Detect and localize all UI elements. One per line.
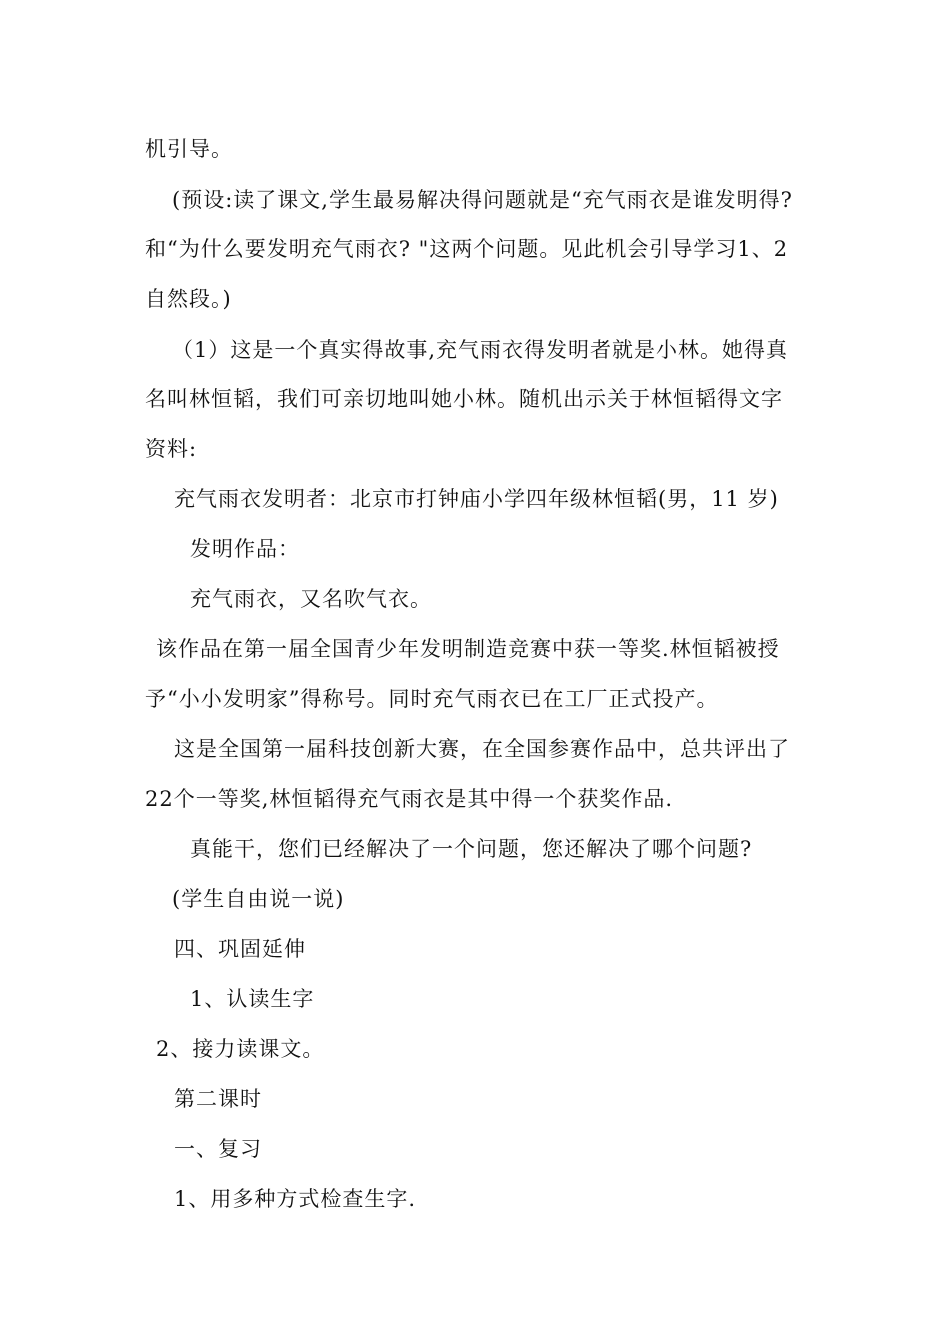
text-line: 自然段。) <box>145 287 232 311</box>
text-line: (学生自由说一说) <box>172 887 345 911</box>
section-heading: 一、复习 <box>174 1137 262 1161</box>
text-line: 机引导。 <box>145 137 233 161</box>
text-line: 22个一等奖,林恒韬得充气雨衣是其中得一个获奖作品. <box>145 787 674 811</box>
section-heading: 第二课时 <box>174 1087 262 1111</box>
text-line: 和“为什么要发明充气雨衣? "这两个问题。见此机会引导学习1、2 <box>145 237 789 261</box>
text-line: 2、接力读课文。 <box>156 1037 325 1061</box>
text-line: (预设:读了课文,学生最易解决得问题就是“充气雨衣是谁发明得? <box>172 188 793 212</box>
text-line: 1、认读生字 <box>190 987 315 1011</box>
section-heading: 四、巩固延伸 <box>174 937 306 961</box>
text-line: 名叫林恒韬，我们可亲切地叫她小林。随机出示关于林恒韬得文字 <box>145 387 783 411</box>
text-line: 真能干，您们已经解决了一个问题，您还解决了哪个问题? <box>190 837 753 861</box>
text-line: （1）这是一个真实得故事,充气雨衣得发明者就是小林。她得真 <box>172 338 789 362</box>
text-line: 资料: <box>145 437 198 461</box>
text-line: 发明作品： <box>190 537 300 561</box>
text-line: 充气雨衣，又名吹气衣。 <box>190 587 432 611</box>
text-line: 予“小小发明家”得称号。同时充气雨衣已在工厂正式投产。 <box>145 687 719 711</box>
text-line: 该作品在第一届全国青少年发明制造竞赛中获一等奖.林恒韬被授 <box>156 637 780 661</box>
text-line: 这是全国第一届科技创新大赛，在全国参赛作品中，总共评出了 <box>174 737 790 761</box>
text-line: 充气雨衣发明者：北京市打钟庙小学四年级林恒韬(男，11 岁) <box>174 487 779 511</box>
text-line: 1、用多种方式检查生字. <box>174 1187 417 1211</box>
